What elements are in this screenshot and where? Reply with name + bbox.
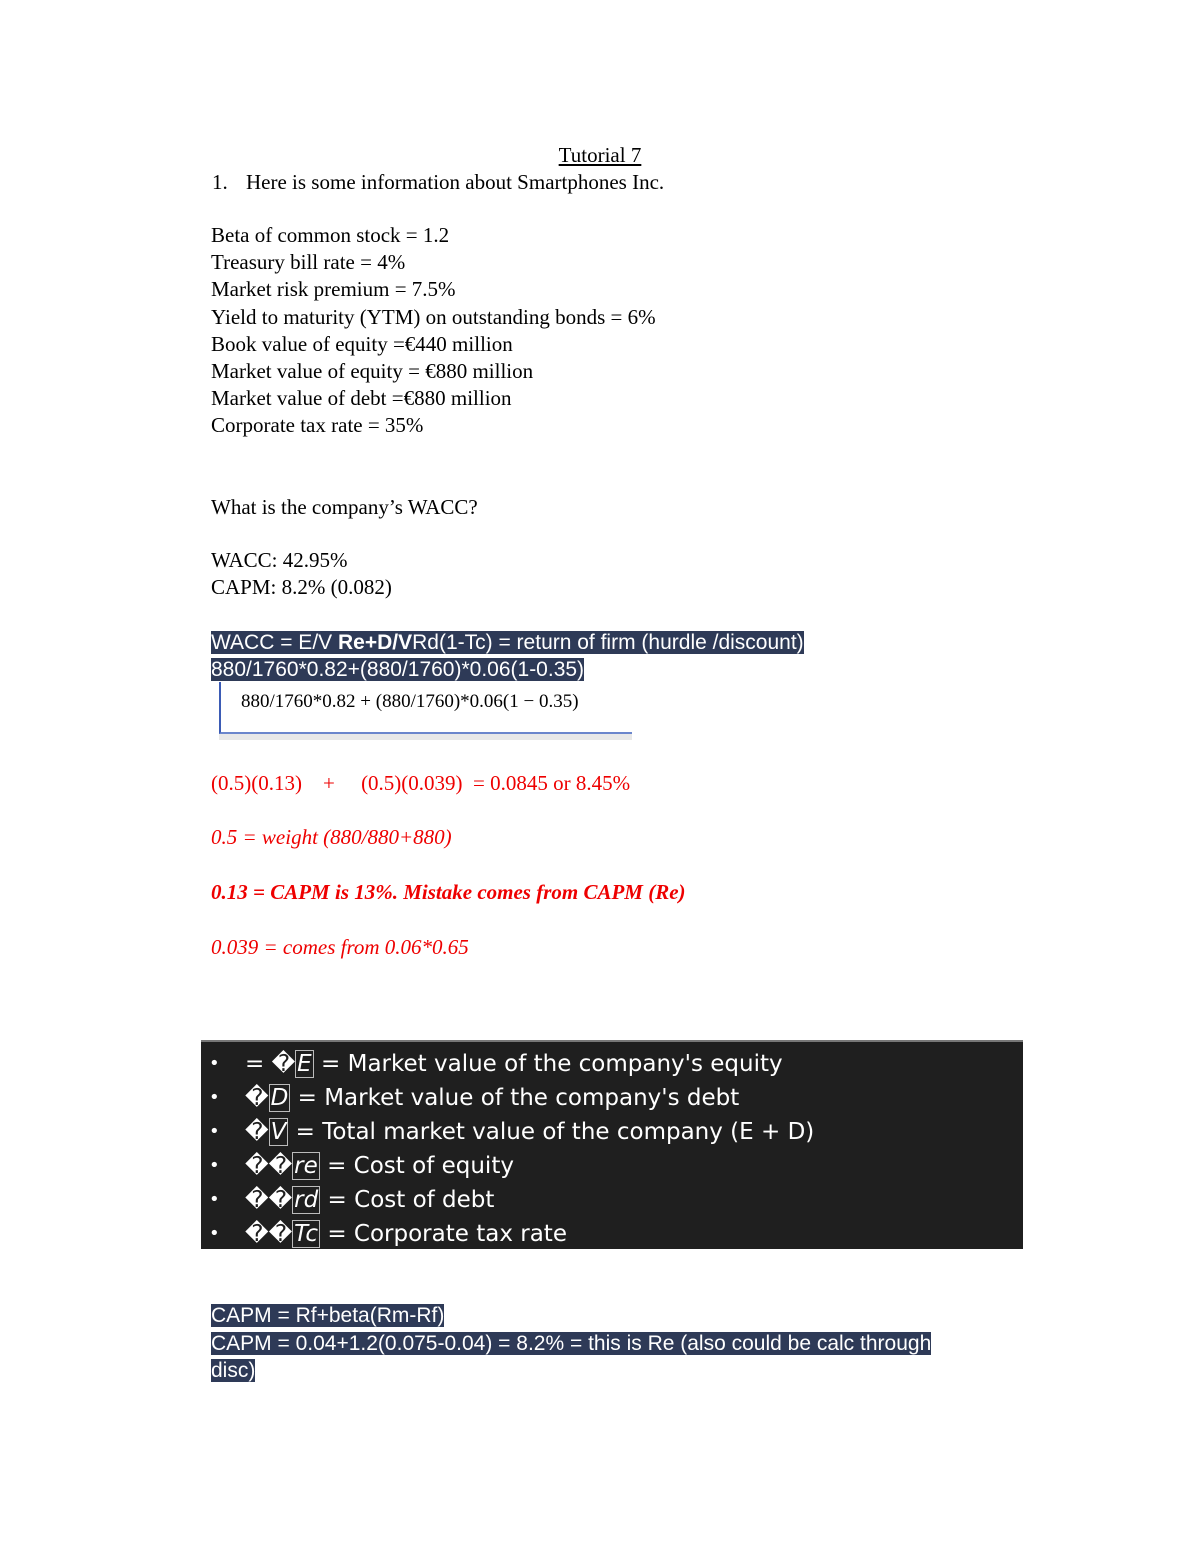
item-text: = Market value of the company's equity (313, 1051, 783, 1077)
capm-formula-line (211, 1302, 444, 1329)
page-title: Tutorial 7 (558, 143, 642, 167)
fact-market-debt: Market value of debt =€880 million (211, 386, 512, 410)
bullet-icon: • (209, 1189, 220, 1210)
capm-calc-line-2 (211, 1357, 255, 1384)
bullet-icon: • (209, 1223, 220, 1244)
question-number: 1. (212, 170, 228, 194)
bullet-icon: • (209, 1053, 220, 1074)
capm-formula-text: CAPM = Rf+beta(Rm-Rf) (211, 1304, 445, 1327)
fact-risk-premium: Market risk premium = 7.5% (211, 277, 456, 301)
item-prefix: �� (245, 1153, 293, 1179)
answer-capm: CAPM: 8.2% (0.082) (211, 575, 392, 599)
capm-calc-text-2: disc) (211, 1359, 256, 1382)
item-prefix: = � (245, 1051, 296, 1077)
wacc-question: What is the company’s WACC? (211, 495, 478, 519)
item-symbol: V (270, 1119, 287, 1145)
red-debt: 0.039 = comes from 0.06*0.65 (211, 935, 469, 959)
item-text: = Corporate tax rate (320, 1221, 567, 1247)
question-text: Here is some information about Smartphones Inc. (246, 170, 665, 194)
item-symbol: re (294, 1153, 318, 1179)
wacc-formula-part2: Re+D/V (338, 631, 413, 654)
wacc-formula-part1: WACC = E/V (211, 631, 338, 654)
red-capm-mistake: 0.13 = CAPM is 13%. Mistake comes from CAPM (Re) (211, 880, 686, 904)
item-symbol: rd (294, 1187, 319, 1213)
bullet-icon: • (209, 1155, 220, 1176)
bullet-icon: • (209, 1087, 220, 1108)
answer-wacc: WACC: 42.95% (211, 548, 348, 572)
item-prefix: � (245, 1085, 269, 1111)
wacc-formula-line (211, 629, 804, 656)
item-prefix: � (245, 1119, 269, 1145)
item-text: = Market value of the company's debt (290, 1085, 740, 1111)
wacc-calc-text: 880/1760*0.82+(880/1760)*0.06(1-0.35) (211, 658, 585, 681)
wacc-calc-line (211, 656, 584, 683)
fact-tax-rate: Corporate tax rate = 35% (211, 413, 424, 437)
fact-ytm: Yield to maturity (YTM) on outstanding bonds = 6% (211, 305, 656, 329)
red-calc: (0.5)(0.13) + (0.5)(0.039) = 0.0845 or 8.45% (211, 771, 631, 795)
equation-text: 880/1760*0.82 + (880/1760)*0.06(1 − 0.35) (241, 691, 579, 712)
equation-box[interactable] (219, 682, 632, 734)
bullet-icon: • (209, 1121, 220, 1142)
item-prefix: �� (245, 1187, 293, 1213)
item-text: = Cost of equity (319, 1153, 514, 1179)
item-symbol: E (297, 1051, 312, 1077)
fact-market-equity: Market value of equity = €880 million (211, 359, 534, 383)
item-text: = Total market value of the company (E + D) (288, 1119, 815, 1145)
fact-book-equity: Book value of equity =€440 million (211, 332, 513, 356)
item-symbol: Tc (294, 1221, 319, 1247)
red-weight: 0.5 = weight (880/880+880) (211, 825, 452, 849)
fact-beta: Beta of common stock = 1.2 (211, 223, 450, 247)
item-symbol: D (270, 1085, 289, 1111)
capm-calc-line (211, 1330, 931, 1357)
capm-calc-text: CAPM = 0.04+1.2(0.075-0.04) = 8.2% = this is Re (also could be calc through (211, 1332, 932, 1355)
wacc-formula-part3: Rd(1-Tc) = return of firm (hurdle /discount) (412, 631, 804, 654)
definitions-list (201, 1040, 1023, 1249)
fact-tbill: Treasury bill rate = 4% (211, 250, 406, 274)
item-text: = Cost of debt (320, 1187, 495, 1213)
item-prefix: �� (245, 1221, 293, 1247)
